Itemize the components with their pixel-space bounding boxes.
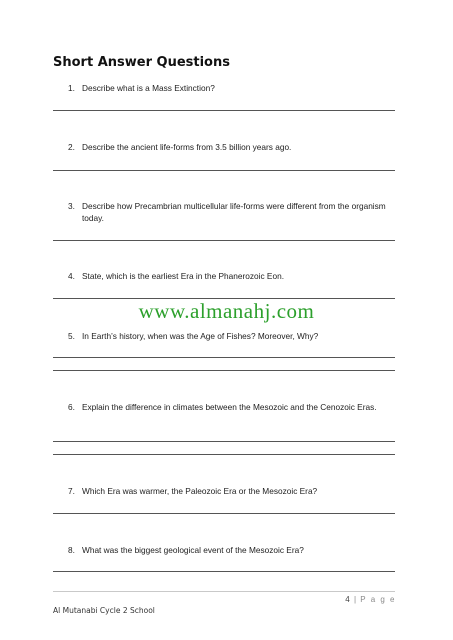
footer-divider — [53, 591, 395, 592]
question-2 — [68, 141, 388, 153]
answer-line[interactable] — [53, 571, 395, 572]
question-text: Describe how Precambrian multicellular life-forms were different from the organism today. — [82, 201, 386, 223]
page-number — [345, 595, 396, 604]
question-8 — [68, 544, 388, 556]
question-number: 3. — [68, 201, 75, 211]
watermark: www.almanahj.com — [138, 299, 315, 323]
question-text: State, which is the earliest Era in the Phanerozoic Eon. — [82, 271, 285, 281]
question-text: Describe what is a Mass Extinction? — [82, 83, 215, 93]
page-word: P a g e — [360, 595, 396, 604]
page-number-value: 4 — [345, 595, 350, 604]
question-number: 1. — [68, 83, 75, 93]
question-number: 4. — [68, 271, 75, 281]
question-number: 6. — [68, 402, 75, 412]
question-number: 8. — [68, 545, 75, 555]
answer-line[interactable] — [53, 370, 395, 371]
answer-line[interactable] — [53, 441, 395, 442]
answer-line[interactable] — [53, 110, 395, 111]
question-6 — [68, 401, 388, 413]
question-3 — [68, 200, 388, 224]
question-4 — [68, 270, 388, 282]
question-text: In Earth’s history, when was the Age of Fishes? Moreover, Why? — [82, 331, 319, 341]
question-text: Which Era was warmer, the Paleozoic Era or the Mesozoic Era? — [82, 486, 318, 496]
answer-line[interactable] — [53, 170, 395, 171]
question-5 — [68, 330, 388, 342]
answer-line[interactable] — [53, 513, 395, 514]
question-text: Describe the ancient life-forms from 3.5 billion years ago. — [82, 142, 292, 152]
question-number: 5. — [68, 331, 75, 341]
question-text: What was the biggest geological event of the Mesozoic Era? — [82, 545, 304, 555]
answer-line[interactable] — [53, 357, 395, 358]
question-number: 2. — [68, 142, 75, 152]
question-text: Explain the difference in climates between the Mesozoic and the Cenozoic Eras. — [82, 402, 377, 412]
page-separator: | — [353, 595, 357, 604]
answer-line[interactable] — [53, 454, 395, 455]
question-number: 7. — [68, 486, 75, 496]
question-1 — [68, 82, 388, 94]
page-title: Short Answer Questions — [53, 55, 230, 70]
answer-line[interactable] — [53, 240, 395, 241]
question-7 — [68, 485, 388, 497]
school-name: Al Mutanabi Cycle 2 School — [53, 606, 155, 615]
